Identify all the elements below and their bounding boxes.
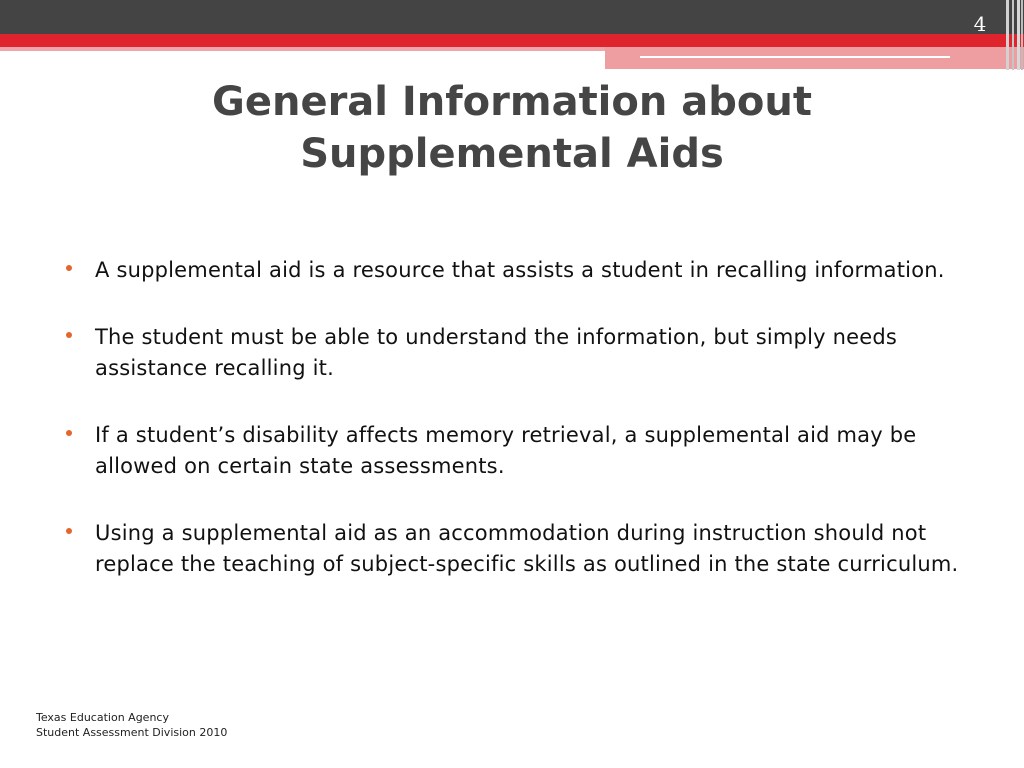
bullet-marker-icon — [66, 528, 72, 534]
slide-title-line-2: Supplemental Aids — [300, 131, 724, 177]
header-stripe — [1017, 0, 1020, 70]
header-pink-band-left — [0, 47, 605, 51]
bullet-text: A supplemental aid is a resource that assists a student in recalling information. — [95, 258, 945, 282]
bullet-text: Using a supplemental aid as an accommodation during instruction should not replace the teaching of subject-specific skills as outlined in the state curriculum. — [95, 521, 959, 576]
header-stripe — [1006, 0, 1009, 70]
bullet-item — [60, 255, 960, 286]
header-accent-line — [640, 56, 950, 58]
bullet-marker-icon — [66, 265, 72, 271]
footer-division: Student Assessment Division 2010 — [36, 726, 228, 739]
bullet-text: If a student’s disability affects memory retrieval, a supplemental aid may be allowed on certain state assessments. — [95, 423, 917, 478]
slide-title-line-1: General Information about — [212, 79, 812, 125]
footer — [36, 710, 227, 740]
bullet-marker-icon — [66, 430, 72, 436]
bullet-item — [60, 322, 960, 384]
header-dark-band — [0, 0, 1024, 34]
bullet-marker-icon — [66, 332, 72, 338]
header-stripe — [1012, 0, 1014, 70]
bullet-item — [60, 518, 960, 580]
bullet-list — [60, 255, 960, 616]
header-red-band — [0, 34, 1024, 47]
footer-organization: Texas Education Agency — [36, 711, 169, 724]
bullet-text: The student must be able to understand the information, but simply needs assistance recalling it. — [95, 325, 898, 380]
header-stripe — [1021, 0, 1023, 70]
slide-title — [100, 76, 924, 180]
slide-number: 4 — [973, 12, 987, 36]
bullet-item — [60, 420, 960, 482]
header-pink-band-right — [605, 47, 1024, 69]
